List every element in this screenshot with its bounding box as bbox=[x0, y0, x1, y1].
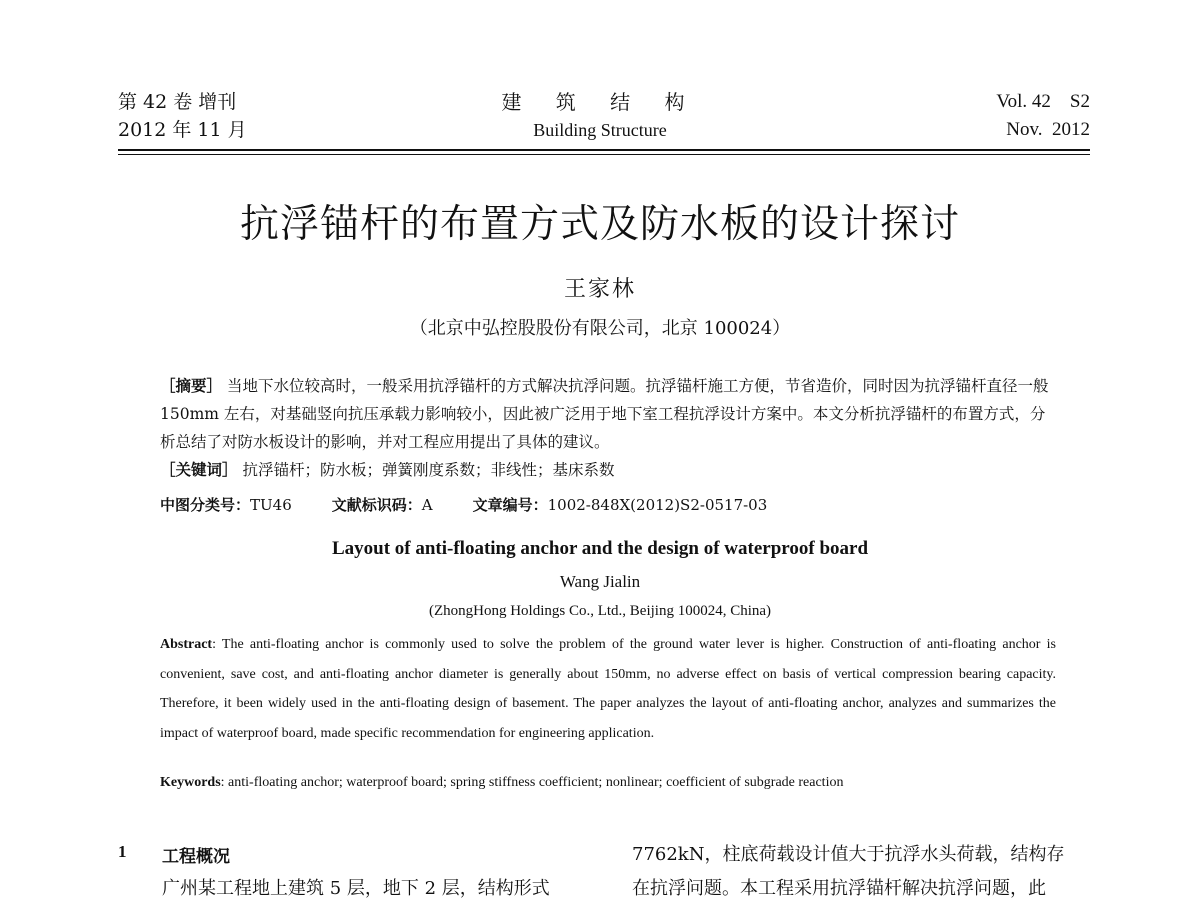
keywords-en bbox=[160, 775, 1060, 791]
author-name-en: Wang Jialin bbox=[559, 572, 641, 591]
body-text-right-column-line2: 在抗浮问题。本工程采用抗浮锚杆解决抗浮问题，此 bbox=[632, 878, 1046, 899]
article-number-value: 1002-848X(2012)S2-0517-03 bbox=[547, 496, 768, 514]
publication-date-en: Nov. 2012 bbox=[1006, 119, 1090, 140]
article-number-label: 文章编号： bbox=[472, 496, 548, 514]
affiliation-cn: （北京中弘控股股份有限公司，北京 100024） bbox=[409, 318, 791, 339]
clc-label: 中图分类号： bbox=[160, 496, 251, 514]
volume-issue: 第 42 卷 增刊 bbox=[118, 91, 237, 113]
affiliation-en: (ZhongHong Holdings Co., Ltd., Beijing 100024, China) bbox=[428, 603, 772, 619]
keywords-cn-text: 抗浮锚杆；防水板；弹簧刚度系数；非线性；基床系数 bbox=[242, 461, 615, 479]
header-rule-thick bbox=[118, 149, 1090, 151]
body-text-right-column-line1: 7762kN，柱底荷载设计值大于抗浮水头荷载，结构存 bbox=[632, 844, 1065, 865]
journal-name-en: Building Structure bbox=[533, 120, 667, 140]
classification-line bbox=[160, 494, 767, 515]
clc-value: TU46 bbox=[250, 496, 292, 514]
keywords-en-text: : anti-floating anchor; waterproof board; spring stiffness coefficient; nonlinear; coefficient of subgrade reaction bbox=[220, 775, 844, 790]
publication-date: 2012 年 11 月 bbox=[118, 119, 247, 141]
section-number: 1 bbox=[118, 842, 127, 861]
abstract-cn-label: ［摘要］ bbox=[160, 377, 223, 395]
body-text-left-column: 广州某工程地上建筑 5 层，地下 2 层，结构形式 bbox=[162, 878, 550, 899]
keywords-en-label: Keywords bbox=[160, 775, 221, 790]
abstract-en-text: : The anti-floating anchor is commonly used to solve the problem of the ground water lever is higher. Construction of anti-floating anchor is convenient, save cost, and anti-floating anchor diameter is generally about 150mm, no adverse effect on basis of vertical compression bearing capacity. Therefore, it been widely used in the anti-floating design of basement. The paper analyzes the layout of anti-floating anchor, analyzes and summarizes the impact of waterproof board, made specific recommendation for engineering application. bbox=[160, 637, 1056, 741]
paper-title-en: Layout of anti-floating anchor and the design of waterproof board bbox=[331, 538, 869, 559]
section-title: 工程概况 bbox=[162, 847, 230, 867]
abstract-en bbox=[160, 630, 1056, 748]
abstract-cn bbox=[160, 372, 1050, 484]
journal-name-cn: 建 筑 结 构 bbox=[501, 90, 699, 114]
keywords-cn-label: ［关键词］ bbox=[160, 461, 238, 479]
author-name-cn: 王家林 bbox=[563, 277, 636, 302]
doc-code-label: 文献标识码： bbox=[331, 496, 422, 514]
abstract-cn-text: 当地下水位较高时，一般采用抗浮锚杆的方式解决抗浮问题。抗浮锚杆施工方便，节省造价，同时因为抗浮锚杆直径一般 150mm 左右，对基础竖向抗压承载力影响较小，因此被广泛用于地下室工程抗浮设计方案中。本文分析抗浮锚杆的布置方式，分析总结了对防水板设计的影响，并对工程应用提出了具体的建议。 bbox=[160, 377, 1049, 451]
journal-volume-info-en bbox=[996, 88, 1090, 144]
doc-code-value: A bbox=[421, 496, 433, 514]
header-rule-thin bbox=[118, 154, 1090, 155]
paper-title-cn: 抗浮锚杆的布置方式及防水板的设计探讨 bbox=[239, 202, 960, 247]
abstract-en-label: Abstract bbox=[160, 637, 213, 652]
volume-issue-en: Vol. 42 S2 bbox=[996, 91, 1090, 112]
